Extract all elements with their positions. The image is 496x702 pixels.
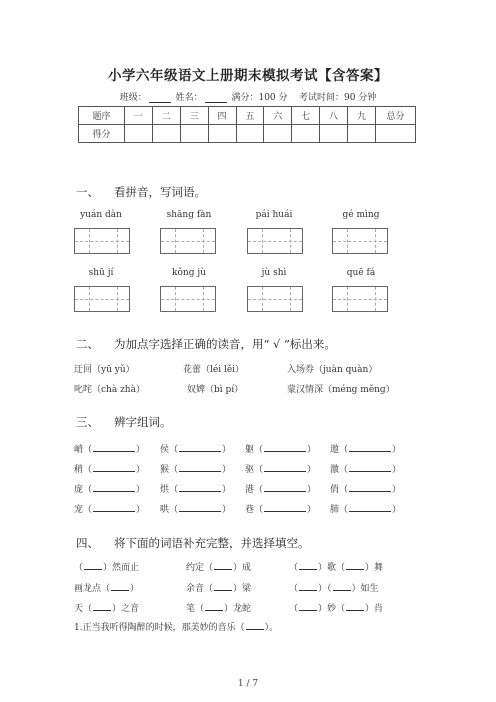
section-1-heading (76, 184, 206, 200)
score-cell[interactable] (320, 125, 348, 143)
word-group-item: 俏（ ） (330, 485, 402, 495)
writing-grid[interactable] (247, 286, 303, 312)
idiom-text: 笔（ (186, 604, 205, 614)
answer-blank[interactable] (179, 463, 221, 472)
idiom-text: 天（ (74, 604, 93, 614)
answer-blank[interactable] (93, 463, 135, 472)
idiom-item (74, 560, 139, 573)
score-cell[interactable] (208, 125, 236, 143)
base-character: 躯 (245, 445, 255, 455)
section-2-heading (76, 336, 336, 352)
score-cell[interactable] (236, 125, 264, 143)
section-number: 一、 (76, 185, 99, 199)
score-cell[interactable] (264, 125, 292, 143)
answer-blank[interactable] (349, 443, 391, 452)
section-number: 四、 (76, 536, 99, 550)
word-group-item: 哄（ ） (160, 505, 232, 515)
answer-blank[interactable] (84, 561, 102, 570)
answer-blank[interactable] (349, 463, 391, 472)
word-group-item: 港（ ） (245, 485, 317, 495)
base-character: 激 (330, 465, 340, 475)
answer-blank[interactable] (179, 483, 221, 492)
writing-grid[interactable] (332, 228, 388, 254)
question-text-end: ）。 (264, 623, 279, 633)
reading-item[interactable]: 叱咤（chà zhà） (74, 385, 145, 395)
score-cell[interactable] (292, 125, 320, 143)
answer-blank[interactable] (264, 463, 306, 472)
answer-blank[interactable] (299, 582, 317, 591)
section-4-heading (76, 535, 310, 551)
reading-item[interactable]: 迂回（yū yǔ） (74, 365, 135, 375)
word-group-item: 庞（ ） (74, 485, 146, 495)
pinyin-label: shāng fàn (166, 210, 212, 220)
base-character: 侯 (160, 445, 170, 455)
idiom-item (289, 601, 383, 614)
word-group-item: 遨（ ） (330, 445, 402, 455)
score-header-cell: 五 (236, 107, 264, 125)
word-group-item: 肺（ ） (330, 505, 402, 515)
score-cell[interactable] (180, 125, 208, 143)
pinyin-label: yuán dàn (80, 210, 122, 220)
base-character: 港 (245, 485, 255, 495)
word-group-item: 峭（ ） (74, 445, 146, 455)
class-blank (149, 93, 171, 103)
answer-blank[interactable] (264, 503, 306, 512)
reading-item[interactable]: 花蕾（léi lěi） (183, 365, 245, 375)
idiom-item (74, 581, 139, 594)
idiom-text: ）然而止 (103, 563, 140, 573)
idiom-text: ）肖 (365, 604, 384, 614)
answer-blank[interactable] (264, 483, 306, 492)
idiom-text: （ (289, 584, 299, 594)
idiom-text: （ (289, 563, 299, 573)
idiom-text: 约定（ (186, 563, 214, 573)
pinyin-label: quē fá (346, 268, 376, 278)
base-character: 遨 (330, 445, 340, 455)
base-character: 肺 (330, 505, 340, 515)
word-group-item: 侯（ ） (160, 445, 232, 455)
reading-item[interactable]: 奴婢（bì pí） (187, 385, 244, 395)
writing-grid[interactable] (74, 286, 130, 312)
score-cell[interactable] (376, 125, 416, 143)
full-score-label: 满分：100 分 (231, 93, 288, 103)
answer-blank[interactable] (299, 561, 317, 570)
base-character: 庞 (74, 485, 84, 495)
score-value-row (79, 125, 416, 143)
idiom-text: （ (289, 604, 299, 614)
score-cell[interactable] (348, 125, 376, 143)
word-group-item: 激（ ） (330, 465, 402, 475)
answer-blank[interactable] (346, 561, 364, 570)
base-character: 宠 (74, 505, 84, 515)
exam-info-line (0, 90, 496, 103)
page-title: 小学六年级语文上册期末模拟考试【含答案】 (108, 68, 388, 84)
idiom-text: 余音（ (186, 584, 214, 594)
pinyin-label: gé mìng (342, 210, 380, 220)
score-header-cell: 二 (152, 107, 180, 125)
pinyin-label: jù shì (261, 268, 287, 278)
score-header-cell: 七 (292, 107, 320, 125)
score-header-cell: 一 (125, 107, 153, 125)
section-title: 看拼音，写词语。 (114, 185, 206, 199)
idiom-text: ）如生 (351, 584, 379, 594)
pinyin-label: kǒng jù (172, 268, 206, 278)
word-group-item: 宠（ ） (74, 505, 146, 515)
section-title: 辨字组词。 (114, 415, 172, 429)
page-number: 1 / 7 (237, 679, 259, 689)
idiom-text: ）之音 (112, 604, 140, 614)
idiom-text: ）妙（ (318, 604, 346, 614)
answer-blank[interactable] (346, 602, 364, 611)
name-label: 姓名： (175, 93, 203, 103)
word-group-item: 稍（ ） (74, 465, 146, 475)
answer-blank[interactable] (179, 503, 221, 512)
idiom-item (186, 601, 251, 614)
writing-grid[interactable] (160, 286, 216, 312)
reading-item[interactable]: 入场券（juàn quàn） (287, 365, 378, 375)
writing-grid[interactable] (247, 228, 303, 254)
section-3-heading (76, 414, 172, 430)
idiom-text: 画龙点（ (74, 584, 111, 594)
idiom-text: ）歌（ (318, 563, 346, 573)
base-character: 驱 (245, 465, 255, 475)
base-character: 稍 (74, 465, 84, 475)
score-header-cell: 九 (348, 107, 376, 125)
answer-blank[interactable] (93, 443, 135, 452)
word-group-item: 驱（ ） (245, 465, 317, 475)
answer-blank[interactable] (93, 602, 111, 611)
score-cell[interactable] (125, 125, 153, 143)
section-number: 三、 (76, 415, 99, 429)
section-title: 将下面的词语补充完整，并选择填空。 (114, 536, 310, 550)
word-group-item: 猴（ ） (160, 465, 232, 475)
idiom-item (186, 581, 251, 594)
answer-blank[interactable] (205, 602, 223, 611)
word-group-item: 烘（ ） (160, 485, 232, 495)
score-header-cell: 八 (320, 107, 348, 125)
name-blank (205, 93, 227, 103)
idiom-item (289, 560, 383, 573)
score-header-cell: 六 (264, 107, 292, 125)
answer-blank[interactable] (349, 483, 391, 492)
reading-item[interactable]: 蒙汉情深（méng měng） (287, 385, 395, 395)
score-row-label: 得分 (79, 125, 125, 143)
score-header-cell: 题序 (79, 107, 125, 125)
score-header-row (79, 107, 416, 125)
question-text: 1.正当我听得陶醉的时候，那美妙的音乐（ (74, 623, 245, 633)
fill-question-1 (74, 620, 278, 633)
word-group-item: 躯（ ） (245, 445, 317, 455)
base-character: 峭 (74, 445, 84, 455)
idiom-item (186, 560, 251, 573)
idiom-text: ）龙蛇 (224, 604, 252, 614)
base-character: 巷 (245, 505, 255, 515)
base-character: 哄 (160, 505, 170, 515)
answer-blank[interactable] (299, 602, 317, 611)
answer-blank[interactable] (179, 443, 221, 452)
score-header-cell: 总分 (376, 107, 416, 125)
pinyin-label: pái huái (255, 210, 293, 220)
base-character: 俏 (330, 485, 340, 495)
answer-blank[interactable] (264, 443, 306, 452)
exam-time-label: 考试时间：90 分钟 (298, 93, 377, 103)
idiom-text: ）成 (233, 563, 252, 573)
base-character: 猴 (160, 465, 170, 475)
score-table (78, 106, 416, 143)
answer-blank[interactable] (93, 503, 135, 512)
answer-blank[interactable] (111, 582, 129, 591)
score-cell[interactable] (152, 125, 180, 143)
section-title: 为加点字选择正确的读音，用“ √ ”标出来。 (114, 337, 336, 351)
idiom-text: ）舞 (365, 563, 384, 573)
idiom-text: （ (74, 563, 84, 573)
answer-blank[interactable] (333, 582, 351, 591)
score-header-cell: 三 (180, 107, 208, 125)
answer-blank[interactable] (349, 503, 391, 512)
idiom-text: ）梁 (233, 584, 252, 594)
answer-blank[interactable] (246, 621, 264, 630)
class-label: 班级： (119, 93, 147, 103)
writing-grid[interactable] (160, 228, 216, 254)
pinyin-label: shū jí (88, 268, 114, 278)
writing-grid[interactable] (74, 228, 130, 254)
answer-blank[interactable] (214, 561, 232, 570)
idiom-item (289, 581, 379, 594)
base-character: 烘 (160, 485, 170, 495)
answer-blank[interactable] (214, 582, 232, 591)
idiom-item (74, 601, 139, 614)
writing-grid[interactable] (332, 286, 388, 312)
answer-blank[interactable] (93, 483, 135, 492)
word-group-item: 巷（ ） (245, 505, 317, 515)
score-header-cell: 四 (208, 107, 236, 125)
idiom-text: ）（ (318, 584, 332, 594)
section-number: 二、 (76, 337, 99, 351)
idiom-text: ） (130, 584, 140, 594)
